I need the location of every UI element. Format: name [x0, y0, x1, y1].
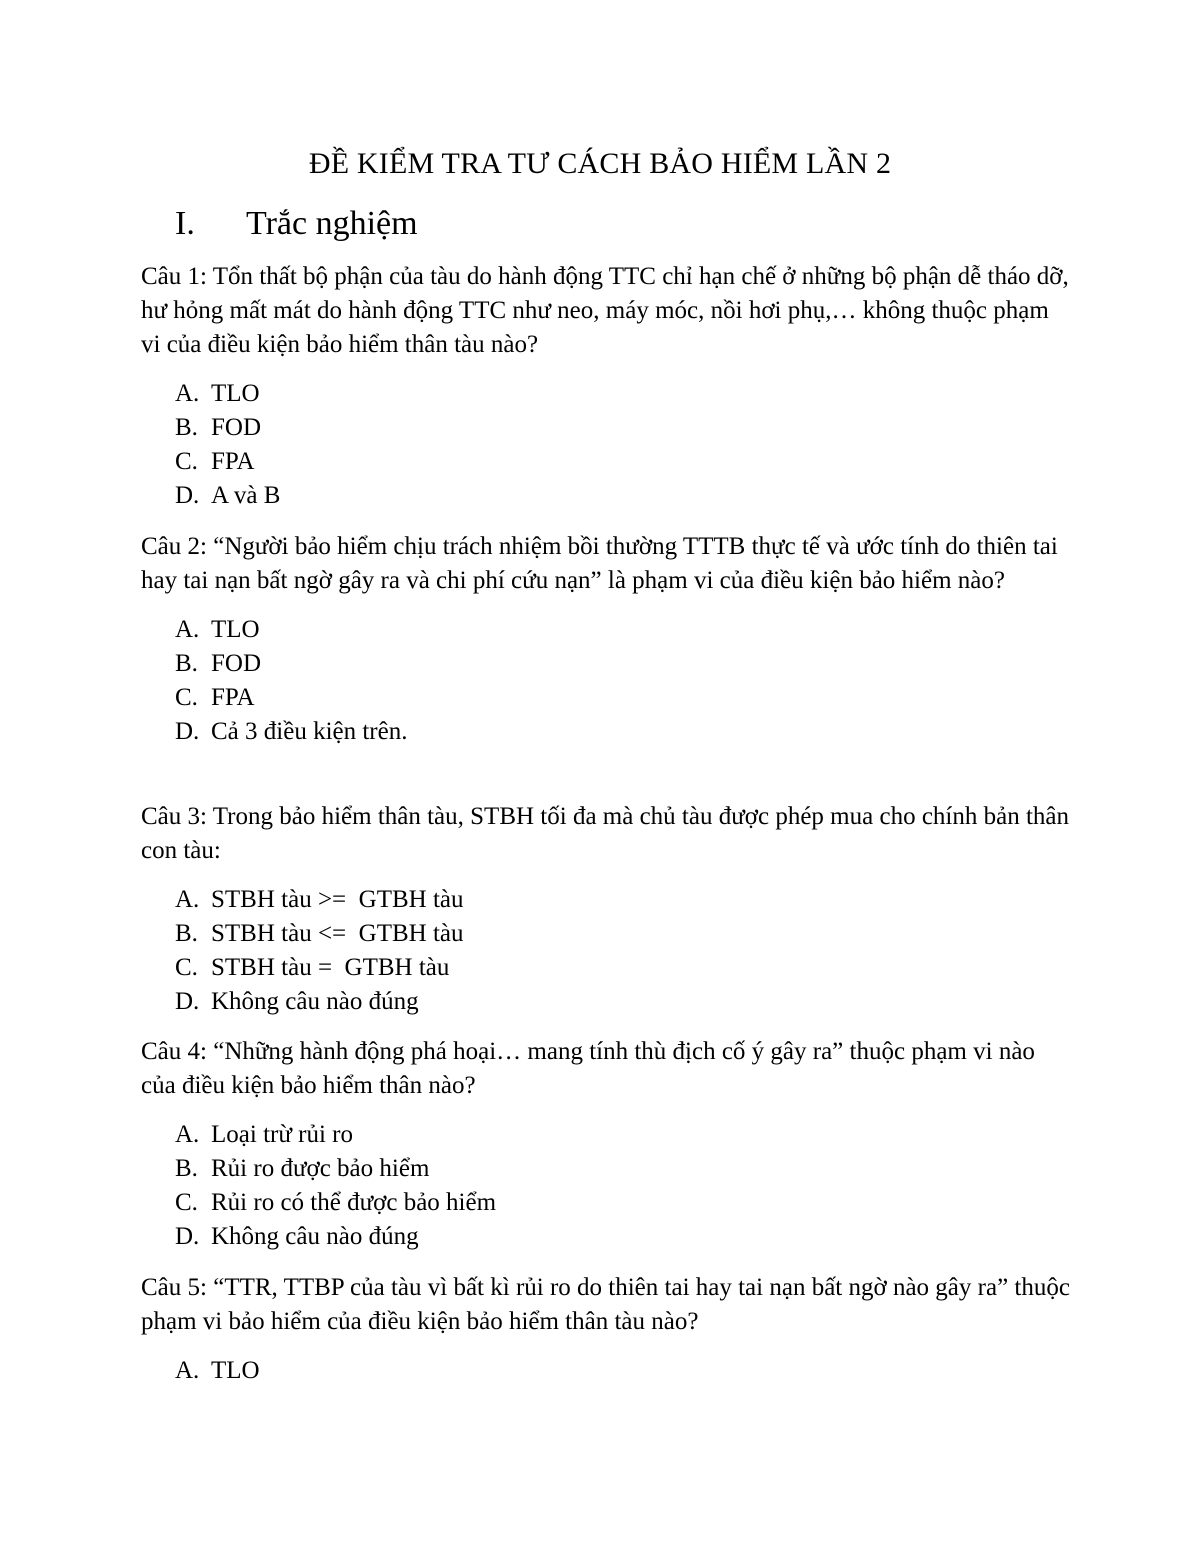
option-item	[175, 1220, 1071, 1254]
question-prompt: Câu 4: “Những hành động phá hoại… mang tính thù địch cố ý gây ra” thuộc phạm vi nào của điều kiện bảo hiểm thân nào?	[141, 1038, 1035, 1099]
option-text: Không câu nào đúng	[211, 988, 419, 1015]
option-item	[175, 917, 1071, 951]
question-5	[141, 1271, 1071, 1388]
question-2	[141, 530, 1071, 749]
option-list	[141, 613, 1071, 749]
option-list	[141, 1354, 1071, 1388]
option-letter: A.	[175, 886, 200, 913]
section-label: Trắc nghiệm	[246, 205, 418, 242]
option-item	[175, 445, 1071, 479]
option-item	[175, 411, 1071, 445]
option-text: STBH tàu = GTBH tàu	[211, 954, 450, 981]
option-letter: D.	[175, 482, 200, 509]
option-text: FPA	[211, 684, 255, 711]
option-item	[175, 883, 1071, 917]
option-item	[175, 1118, 1071, 1152]
option-text: Rủi ro có thể được bảo hiểm	[211, 1189, 497, 1216]
option-text: FOD	[211, 650, 262, 677]
option-list	[141, 377, 1071, 513]
option-letter: B.	[175, 920, 198, 947]
option-letter: A.	[175, 380, 200, 407]
question-prompt: Câu 3: Trong bảo hiểm thân tàu, STBH tối đa mà chủ tàu được phép mua cho chính bản thân con tàu:	[141, 803, 1070, 864]
option-text: FPA	[211, 448, 255, 475]
option-item	[175, 613, 1071, 647]
option-item	[175, 647, 1071, 681]
option-text: STBH tàu <= GTBH tàu	[211, 920, 464, 947]
option-item	[175, 1354, 1071, 1388]
option-text: STBH tàu >= GTBH tàu	[211, 886, 464, 913]
option-list	[141, 1118, 1071, 1254]
option-text: A và B	[211, 482, 281, 509]
option-item	[175, 1186, 1071, 1220]
option-letter: D.	[175, 988, 200, 1015]
option-text: FOD	[211, 414, 262, 441]
option-text: TLO	[211, 616, 260, 643]
question-4	[141, 1035, 1071, 1254]
question-1	[141, 260, 1071, 513]
option-letter: A.	[175, 1121, 200, 1148]
option-item	[175, 715, 1071, 749]
option-letter: B.	[175, 650, 198, 677]
section-heading	[175, 202, 418, 246]
option-letter: A.	[175, 616, 200, 643]
option-text: Loại trừ rủi ro	[211, 1121, 353, 1148]
option-item	[175, 681, 1071, 715]
question-prompt: Câu 1: Tổn thất bộ phận của tàu do hành động TTC chỉ hạn chế ở những bộ phận dễ tháo dỡ, hư hỏng mất mát do hành động TTC như neo, máy móc, nồi hơi phụ,… không thuộc phạm vi của điều kiện bảo hiểm thân tàu nào?	[141, 263, 1069, 358]
document-title: ĐỀ KIỂM TRA TƯ CÁCH BẢO HIỂM LẦN 2	[308, 147, 892, 180]
section-number: I.	[175, 205, 195, 242]
option-letter: D.	[175, 1223, 200, 1250]
option-text: TLO	[211, 1357, 260, 1384]
question-3	[141, 800, 1071, 1019]
option-text: Không câu nào đúng	[211, 1223, 419, 1250]
option-text: Rủi ro được bảo hiểm	[211, 1155, 430, 1182]
option-letter: C.	[175, 448, 198, 475]
question-prompt: Câu 2: “Người bảo hiểm chịu trách nhiệm bồi thường TTTB thực tế và ước tính do thiên tai hay tai nạn bất ngờ gây ra và chi phí cứu nạn” là phạm vi của điều kiện bảo hiểm nào?	[141, 533, 1058, 594]
option-letter: A.	[175, 1357, 200, 1384]
option-letter: C.	[175, 954, 198, 981]
option-item	[175, 985, 1071, 1019]
option-text: TLO	[211, 380, 260, 407]
option-letter: C.	[175, 1189, 198, 1216]
option-item	[175, 1152, 1071, 1186]
option-letter: B.	[175, 414, 198, 441]
question-prompt: Câu 5: “TTR, TTBP của tàu vì bất kì rủi ro do thiên tai hay tai nạn bất ngờ nào gây ra” thuộc phạm vi bảo hiểm của điều kiện bảo hiểm thân tàu nào?	[141, 1274, 1070, 1335]
option-text: Cả 3 điều kiện trên.	[211, 718, 408, 745]
option-letter: C.	[175, 684, 198, 711]
option-letter: D.	[175, 718, 200, 745]
option-item	[175, 377, 1071, 411]
option-item	[175, 951, 1071, 985]
option-letter: B.	[175, 1155, 198, 1182]
option-list	[141, 883, 1071, 1019]
option-item	[175, 479, 1071, 513]
